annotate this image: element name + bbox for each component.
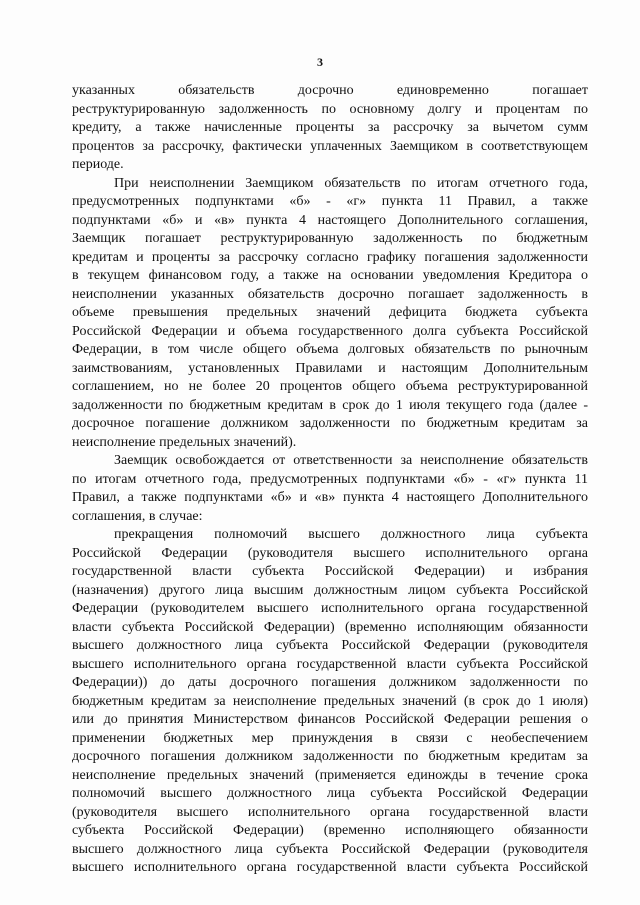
text-line: субъекта Российской Федерации) (временно исполняющего обязанности [72, 823, 588, 838]
text-line: неисполнение предельных значений (применяется единожды в течение срока [72, 767, 588, 783]
text-line: применении бюджетных мер принуждения в связи с необеспечением [72, 730, 588, 746]
text-line: (назначения) другого лица высшим должностным лицом субъекта Российской [72, 582, 588, 598]
text-line: Заемщик погашает реструктурированную задолженность по бюджетным [72, 231, 588, 246]
text-line: кредитам и проценты за рассрочку согласно графику погашения задолженности [72, 249, 588, 265]
text-line: процентов за рассрочку, фактически уплаченных Заемщиком в соответствующем [72, 138, 588, 154]
text-line: досрочное погашение должником задолженности по бюджетным кредитам за [72, 416, 588, 431]
text-line: высшего исполнительного органа государственной власти субъекта Российской [72, 656, 588, 672]
text-line: Федерации (руководителем высшего исполнительного органа государственной [72, 601, 588, 616]
page-number: 3 [317, 55, 323, 69]
text-line: реструктурированную задолженность по основному долгу и процентам по [72, 101, 588, 117]
text-line: досрочного погашения должником задолженности по бюджетным кредитам за [72, 749, 588, 764]
text-line: (руководителя высшего исполнительного органа государственной власти [72, 804, 588, 820]
paragraph [72, 526, 588, 878]
text-line: Российской Федерации (руководителя высшего исполнительного органа [72, 545, 588, 561]
text-line: периоде. [72, 157, 124, 172]
text-line: Федерации, в том числе общего объема долговых обязательств по рыночным [72, 342, 588, 357]
text-line: бюджетным кредитам за неисполнение предельных значений (в срок до 1 июля) [72, 693, 588, 709]
text-line: государственной власти субъекта Российской Федерации) и избрания [72, 564, 588, 579]
text-line: высшего должностного лица субъекта Российской Федерации (руководителя [72, 638, 588, 653]
text-line: Заемщик освобождается от ответственности за неисполнение обязательств [114, 453, 588, 468]
text-line: соглашения, в случае: [72, 508, 203, 524]
document-body [72, 82, 588, 878]
text-line: Правил, а также подпунктами «б» и «в» пункта 4 настоящего Дополнительного [72, 490, 588, 505]
text-line: высшего должностного лица субъекта Российской Федерации (руководителя [72, 841, 588, 857]
text-line: предусмотренных подпунктами «б» - «г» пункта 11 Правил, а также [72, 194, 588, 209]
text-line: соглашением, но не более 20 процентов общего объема реструктурированной [72, 379, 588, 394]
text-line: При неисполнении Заемщиком обязательств по итогам отчетного года, [114, 175, 588, 191]
text-line: указанных обязательств досрочно единовременно погашает [72, 83, 588, 98]
text-line: неисполнение предельных значений). [72, 434, 297, 450]
text-line: или до принятия Министерством финансов Российской Федерации решения о [72, 712, 588, 727]
text-line: заимствованиям, установленных Правилами и настоящим Дополнительным [72, 360, 588, 376]
text-line: объеме превышения предельных значений дефицита бюджета субъекта [72, 305, 588, 320]
text-line: по итогам отчетного года, предусмотренных подпунктами «б» - «г» пункта 11 [72, 471, 588, 487]
text-line: Федерации)) до даты досрочного погашения должником задолженности по [72, 675, 588, 690]
text-line: задолженности по бюджетным кредитам в срок до 1 июля текущего года (далее - [72, 397, 588, 413]
text-line: полномочий высшего должностного лица субъекта Российской Федерации [72, 786, 588, 801]
text-line: неисполнении указанных обязательств досрочно погашает задолженность в [72, 286, 588, 302]
text-line: кредиту, а также начисленные проценты за рассрочку за вычетом сумм [72, 120, 588, 135]
paragraph [72, 452, 588, 526]
text-line: в текущем финансовом году, а также на основании уведомления Кредитора о [72, 268, 588, 283]
paragraph [72, 82, 588, 175]
text-line: прекращения полномочий высшего должностного лица субъекта [114, 527, 588, 542]
text-line: власти субъекта Российской Федерации) (временно исполняющим обязанности [72, 619, 588, 635]
text-line: подпунктами «б» и «в» пункта 4 настоящего Дополнительного соглашения, [72, 212, 588, 228]
text-line: Российской Федерации и объема государственного долга субъекта Российской [72, 323, 588, 339]
paragraph [72, 175, 588, 453]
text-line: высшего исполнительного органа государственной власти субъекта Российской [72, 860, 588, 875]
